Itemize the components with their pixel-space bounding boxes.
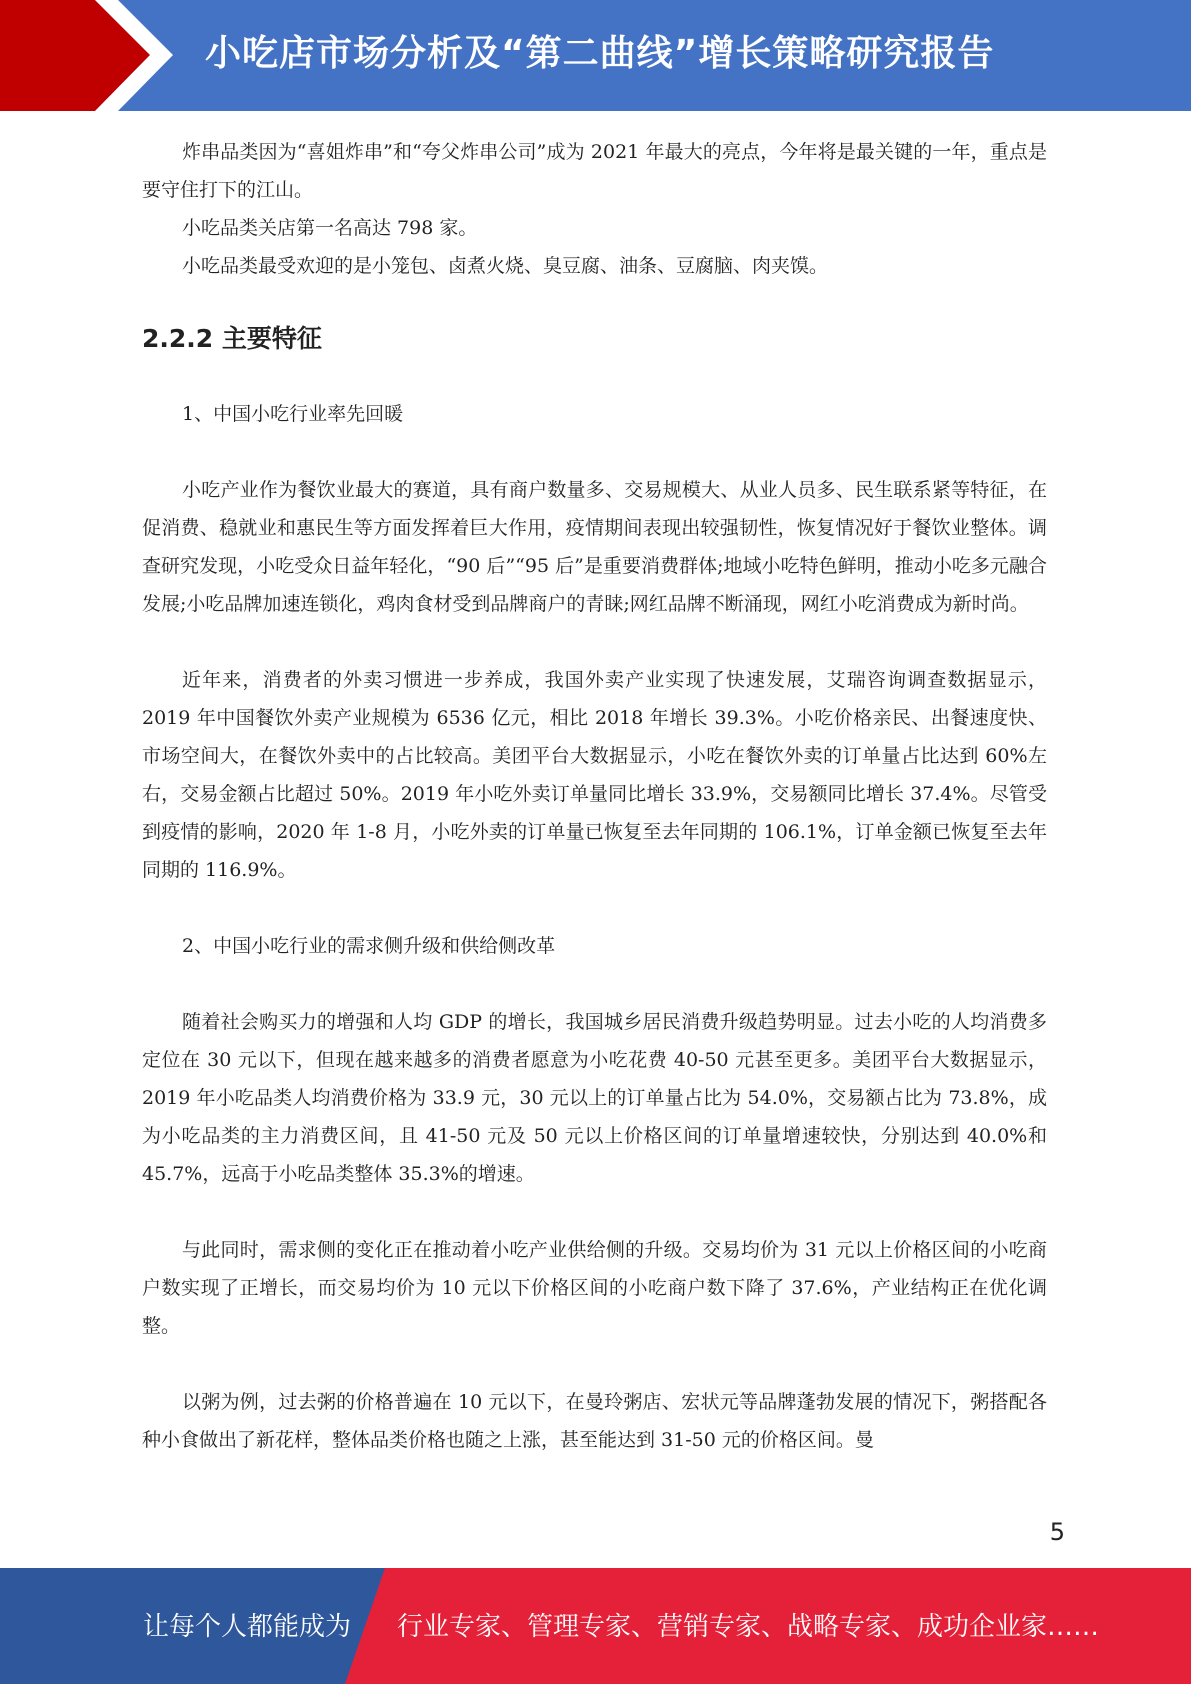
point-1-paragraph-2: 近年来，消费者的外卖习惯进一步养成，我国外卖产业实现了快速发展，艾瑞咨询调查数据显示，2019 年中国餐饮外卖产业规模为 6536 亿元，相比 2018 年增长 39.3%。小吃价格亲民、出餐速度快、市场空间大，在餐饮外卖中的占比较高。美团平台大数据显示，小吃在餐饮外卖的订单量占比达到 60%左右，交易金额占比超过 50%。2019 年小吃外卖订单量同比增长 33.9%，交易额同比增长 37.4%。尽管受到疫情的影响，2020 年 1-8 月，小吃外卖的订单量已恢复至去年同期的 106.1%，订单金额已恢复至去年同期的 116.9%。	[142, 669, 1047, 881]
intro-paragraph-3: 小吃品类最受欢迎的是小笼包、卤煮火烧、臭豆腐、油条、豆腐脑、肉夹馍。	[182, 255, 829, 277]
page-footer	[0, 1568, 1191, 1684]
point-2-paragraph-1: 随着社会购买力的增强和人均 GDP 的增长，我国城乡居民消费升级趋势明显。过去小吃的人均消费多定位在 30 元以下，但现在越来越多的消费者愿意为小吃花费 40-50 元甚至更多。美团平台大数据显示，2019 年小吃品类人均消费价格为 33.9 元，30 元以上的订单量占比为 54.0%，交易额占比为 73.8%，成为小吃品类的主力消费区间，且 41-50 元及 50 元以上价格区间的订单量增速较快，分别达到 40.0%和 45.7%，远高于小吃品类整体 35.3%的增速。	[142, 1011, 1047, 1185]
intro-paragraph-2: 小吃品类关店第一名高达 798 家。	[182, 217, 478, 239]
point-2-title: 2、中国小吃行业的需求侧升级和供给侧改革	[182, 935, 556, 957]
intro-paragraph-1: 炸串品类因为“喜姐炸串”和“夸父炸串公司”成为 2021 年最大的亮点，今年将是最关键的一年，重点是要守住打下的江山。	[142, 141, 1047, 201]
page-number: 5	[1049, 1518, 1065, 1546]
point-2-paragraph-3: 以粥为例，过去粥的价格普遍在 10 元以下，在曼玲粥店、宏状元等品牌蓬勃发展的情况下，粥搭配各种小食做出了新花样，整体品类价格也随之上涨，甚至能达到 31-50 元的价格区间。曼	[142, 1391, 1047, 1451]
report-title: 小吃店市场分析及“第二曲线”增长策略研究报告	[205, 33, 995, 74]
point-2-paragraph-2: 与此同时，需求侧的变化正在推动着小吃产业供给侧的升级。交易均价为 31 元以上价格区间的小吃商户数实现了正增长，而交易均价为 10 元以下价格区间的小吃商户数下降了 37.6%，产业结构正在优化调整。	[142, 1239, 1047, 1337]
footer-slogan-left: 让每个人都能成为	[143, 1612, 352, 1642]
point-1-paragraph-1: 小吃产业作为餐饮业最大的赛道，具有商户数量多、交易规模大、从业人员多、民生联系紧等特征，在促消费、稳就业和惠民生等方面发挥着巨大作用，疫情期间表现出较强韧性，恢复情况好于餐饮业整体。调查研究发现，小吃受众日益年轻化，“90 后”“95 后”是重要消费群体;地域小吃特色鲜明，推动小吃多元融合发展;小吃品牌加速连锁化，鸡肉食材受到品牌商户的青睐;网红品牌不断涌现，网红小吃消费成为新时尚。	[142, 479, 1047, 615]
page-header	[0, 0, 1191, 111]
point-1-title: 1、中国小吃行业率先回暖	[182, 403, 404, 425]
page-content	[142, 133, 1047, 1459]
section-heading: 2.2.2 主要特征	[142, 324, 322, 353]
footer-slogan-right: 行业专家、管理专家、营销专家、战略专家、成功企业家……	[397, 1612, 1100, 1642]
